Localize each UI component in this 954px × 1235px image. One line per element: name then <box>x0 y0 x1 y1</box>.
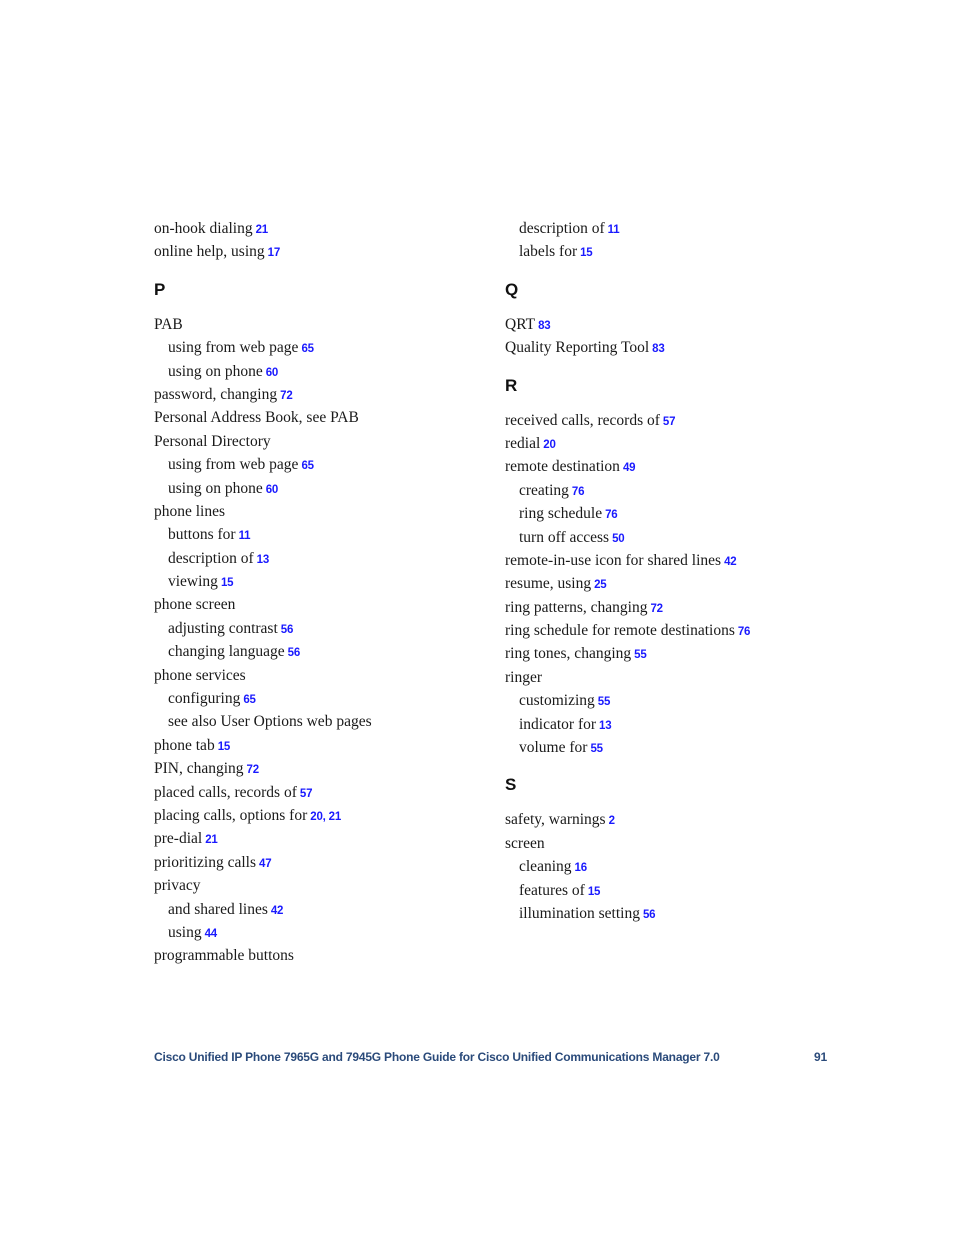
index-entry <box>154 500 514 523</box>
entry-term: QRT <box>505 315 536 333</box>
index-subentry <box>154 360 514 383</box>
page-reference-link[interactable]: 15 <box>580 247 593 260</box>
index-entry <box>505 808 865 831</box>
page-reference-link[interactable]: 56 <box>642 908 656 921</box>
entry-term: phone tab <box>154 736 215 754</box>
page-reference-link[interactable]: 72 <box>650 602 663 615</box>
entry-term: buttons for <box>168 526 236 544</box>
entry-term: and shared lines <box>168 900 268 918</box>
entry-term: prioritizing calls <box>154 853 257 871</box>
entry-term: ring patterns, changing <box>505 598 648 616</box>
entry-term: using from web page <box>168 456 299 474</box>
entry-term: changing language <box>168 643 285 661</box>
page-reference-link[interactable]: 65 <box>243 694 256 707</box>
page-reference-link[interactable]: 55 <box>634 649 647 662</box>
footer-title: Cisco Unified IP Phone 7965G and 7945G Phone Guide for Cisco Unified Communications Manager 7.0 <box>154 1050 720 1064</box>
index-subentry <box>154 547 514 570</box>
entry-term: remote destination <box>505 458 620 476</box>
index-entry <box>505 596 865 619</box>
page-reference-link[interactable]: 56 <box>287 647 301 660</box>
entry-term: Personal Address Book, see PAB <box>154 409 359 427</box>
page-reference-link[interactable]: 42 <box>724 555 737 568</box>
page-reference-link[interactable]: 60 <box>265 366 279 379</box>
index-entry <box>154 217 514 240</box>
entry-term: safety, warnings <box>505 811 606 829</box>
index-subentry <box>154 570 514 593</box>
index-subentry <box>154 687 514 710</box>
index-subentry <box>505 240 865 263</box>
index-entry <box>154 383 514 406</box>
section-spacer <box>505 759 865 773</box>
entry-term: viewing <box>168 573 218 591</box>
page-reference-link[interactable]: 72 <box>246 764 259 777</box>
index-subentry <box>505 855 865 878</box>
entry-term: online help, using <box>154 243 265 261</box>
section-spacer <box>505 264 865 278</box>
entry-term: volume for <box>519 739 588 757</box>
index-subentry <box>505 713 865 736</box>
footer-page-number: 91 <box>814 1050 827 1064</box>
index-entry <box>154 851 514 874</box>
index-subentry <box>505 689 865 712</box>
entry-term: ring schedule for remote destinations <box>505 622 735 640</box>
index-subentry <box>154 523 514 546</box>
index-entry <box>154 944 514 967</box>
page-reference-link[interactable]: 72 <box>280 389 293 402</box>
page-reference-link[interactable]: 76 <box>571 485 585 498</box>
entry-term: creating <box>519 481 569 499</box>
page-reference-link[interactable]: 21 <box>205 834 218 847</box>
index-subentry <box>505 879 865 902</box>
entry-term: screen <box>505 834 545 852</box>
page-reference-link[interactable]: 55 <box>590 743 603 756</box>
page-reference-link[interactable]: 16 <box>574 862 587 875</box>
page-reference-link[interactable]: 47 <box>259 857 272 870</box>
index-entry <box>154 734 514 757</box>
page-reference-link[interactable]: 65 <box>301 460 314 473</box>
index-subentry <box>505 736 865 759</box>
entry-term: features of <box>519 881 585 899</box>
index-subentry <box>154 617 514 640</box>
index-subentry <box>154 921 514 944</box>
index-entry <box>154 757 514 780</box>
page-reference-link[interactable]: 21 <box>255 224 268 236</box>
page-reference-link[interactable]: 11 <box>238 530 251 543</box>
index-entry <box>154 430 514 453</box>
index-subentry <box>154 710 514 733</box>
entry-term: placing calls, options for <box>154 806 308 824</box>
index-subentry <box>505 479 865 502</box>
entry-term: received calls, records of <box>505 411 660 429</box>
entry-term: Personal Directory <box>154 432 271 450</box>
page-reference-link[interactable]: 55 <box>597 696 611 709</box>
entry-term: using from web page <box>168 339 299 357</box>
index-entry <box>505 572 865 595</box>
page-reference-link[interactable]: 13 <box>256 553 270 566</box>
index-subentry <box>505 902 865 925</box>
page-reference-link[interactable]: 44 <box>204 927 217 940</box>
page-reference-link[interactable]: 57 <box>662 415 676 428</box>
page-reference-link[interactable]: 76 <box>605 509 618 522</box>
index-entry <box>154 664 514 687</box>
entry-term: on-hook dialing <box>154 220 253 237</box>
page-reference-link[interactable]: 20 <box>543 438 556 451</box>
entry-term: remote-in-use icon for shared lines <box>505 551 722 569</box>
entry-term: phone lines <box>154 502 226 520</box>
page-reference-link[interactable]: 49 <box>622 462 636 475</box>
entry-term: description of <box>519 220 605 237</box>
entry-term: PAB <box>154 315 183 333</box>
index-subentry <box>154 336 514 359</box>
entry-term: password, changing <box>154 385 278 403</box>
section-spacer <box>505 360 865 374</box>
entry-term: ring tones, changing <box>505 645 632 663</box>
index-entry <box>154 406 514 429</box>
entry-term: using <box>168 923 202 941</box>
section-letter-heading: R <box>505 375 518 395</box>
entry-term: ringer <box>505 668 543 686</box>
entry-term: labels for <box>519 243 578 261</box>
index-entry <box>505 336 865 359</box>
page-reference-link[interactable]: 56 <box>280 623 294 636</box>
index-subentry <box>505 502 865 525</box>
index-subentry <box>154 898 514 921</box>
entry-term: description of <box>168 549 254 567</box>
entry-term: placed calls, records of <box>154 783 297 801</box>
index-entry <box>505 409 865 432</box>
index-entry <box>154 874 514 897</box>
entry-term: ring schedule <box>519 505 603 523</box>
index-subentry <box>154 453 514 476</box>
index-subentry <box>154 640 514 663</box>
index-entry <box>154 781 514 804</box>
entry-term: pre-dial <box>154 830 203 848</box>
index-entry <box>505 619 865 642</box>
entry-term: phone screen <box>154 596 236 614</box>
page-reference-link[interactable]: 83 <box>652 343 665 356</box>
index-entry <box>505 666 865 689</box>
entry-term: indicator for <box>519 715 597 733</box>
entry-term: customizing <box>519 692 595 710</box>
page-reference-link[interactable]: 65 <box>301 343 314 356</box>
page-reference-link[interactable]: 13 <box>599 719 612 732</box>
index-column-right <box>505 217 865 925</box>
entry-term: phone services <box>154 666 246 684</box>
page-footer <box>154 1050 827 1064</box>
entry-term: programmable buttons <box>154 947 294 965</box>
entry-term: see also User Options web pages <box>168 713 372 731</box>
entry-term: using on phone <box>168 479 263 497</box>
index-entry <box>154 827 514 850</box>
entry-term: configuring <box>168 690 241 708</box>
page-reference-link[interactable]: 83 <box>538 319 551 332</box>
index-entry <box>505 432 865 455</box>
page-reference-link[interactable]: 42 <box>270 904 284 917</box>
page-reference-link[interactable]: 15 <box>217 740 231 753</box>
page-reference-link[interactable]: 15 <box>220 577 234 590</box>
page-reference-link[interactable]: 11 <box>607 224 620 236</box>
section-letter-heading: P <box>154 279 166 299</box>
entry-term: turn off access <box>519 528 610 546</box>
page-reference-link[interactable]: 15 <box>587 885 601 898</box>
index-entry <box>505 549 865 572</box>
entry-term: redial <box>505 434 541 452</box>
section-letter-heading: S <box>505 775 517 795</box>
index-entry <box>505 313 865 336</box>
page-reference-link[interactable]: 57 <box>299 787 313 800</box>
entry-term: illumination setting <box>519 904 640 922</box>
page-reference-link[interactable]: 60 <box>265 483 279 496</box>
page-reference-link[interactable]: 25 <box>594 579 607 592</box>
page-reference-link[interactable]: 76 <box>737 626 751 639</box>
index-entry <box>505 642 865 665</box>
entry-term: adjusting contrast <box>168 619 278 637</box>
index-entry <box>505 455 865 478</box>
index-entry <box>154 593 514 616</box>
index-subentry <box>505 217 865 240</box>
index-entry <box>154 240 514 263</box>
index-entry <box>505 832 865 855</box>
entry-term: using on phone <box>168 362 263 380</box>
section-spacer <box>154 264 514 278</box>
entry-term: cleaning <box>519 858 572 876</box>
index-entry <box>154 804 514 827</box>
section-letter-heading: Q <box>505 279 519 299</box>
index-column-left <box>154 217 514 968</box>
entry-term: PIN, changing <box>154 760 244 778</box>
page-reference-link[interactable]: 17 <box>267 247 281 260</box>
entry-term: privacy <box>154 877 201 895</box>
page-reference-link[interactable]: 20, 21 <box>310 810 342 823</box>
page-reference-link[interactable]: 2 <box>608 815 615 828</box>
index-subentry <box>154 477 514 500</box>
entry-term: Quality Reporting Tool <box>505 339 650 357</box>
page-reference-link[interactable]: 50 <box>612 532 625 545</box>
index-entry <box>154 313 514 336</box>
index-subentry <box>505 526 865 549</box>
entry-term: resume, using <box>505 575 592 593</box>
